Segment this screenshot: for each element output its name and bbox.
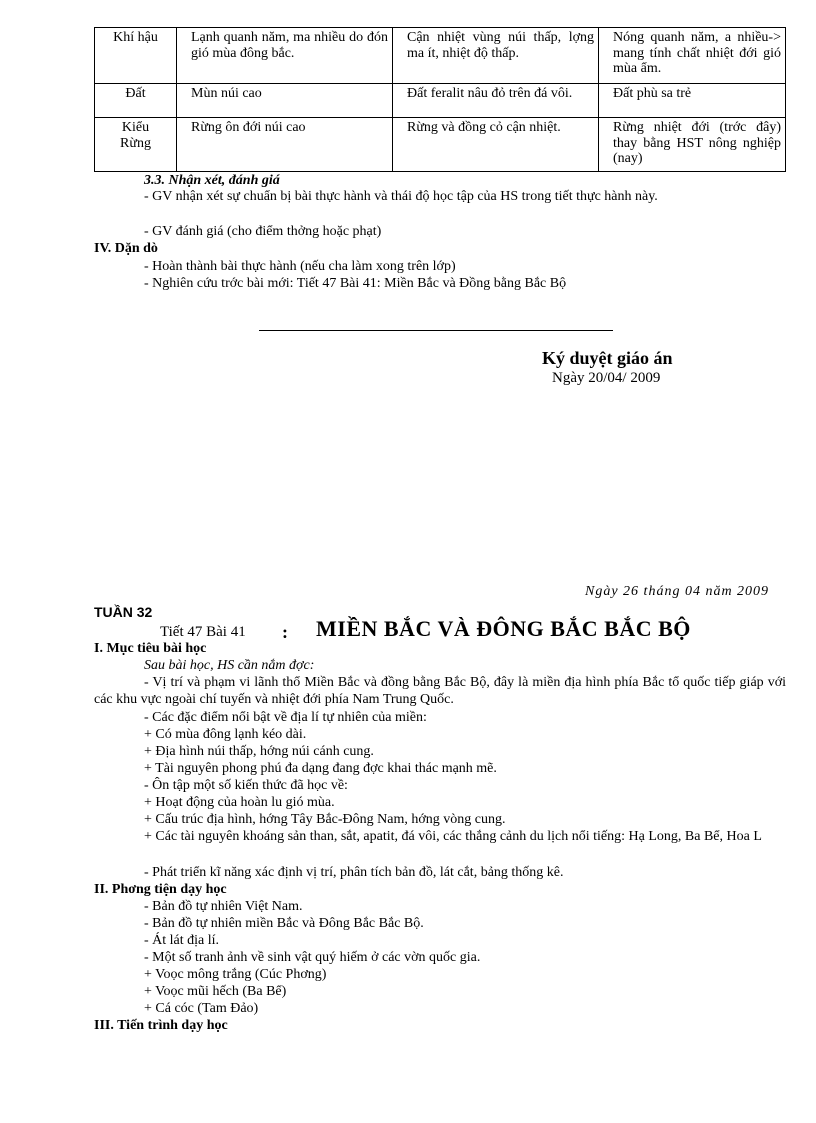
- paragraph: - Phát triển kĩ năng xác định vị trí, phân tích bản đồ, lát cắt, bảng thống kê.: [144, 865, 564, 880]
- table-cell: Mùn núi cao: [177, 84, 393, 118]
- list-item: - Bản đồ tự nhiên miền Bắc và Đông Bắc Bắc Bộ.: [144, 916, 424, 931]
- natural-features-table: [94, 27, 786, 172]
- table-row: [95, 118, 786, 172]
- list-item: + Địa hình núi thấp, hớng núi cánh cung.: [144, 744, 374, 759]
- list-item: + Cấu trúc địa hình, hớng Tây Bắc-Đông Nam, hớng vòng cung.: [144, 812, 506, 827]
- paragraph: - Ôn tập một số kiến thức đã học về:: [144, 778, 348, 793]
- row-label: Đất: [95, 84, 177, 118]
- paragraph: - Các đặc điểm nổi bật về địa lí tự nhiên của miền:: [144, 710, 427, 725]
- row-label: Khí hậu: [95, 28, 177, 84]
- table-cell: Rừng ôn đới núi cao: [177, 118, 393, 172]
- table-cell: Rừng và đồng cỏ cận nhiệt.: [393, 118, 599, 172]
- approval-title: Ký duyệt giáo án: [542, 348, 673, 368]
- lesson-title: MIỀN BẮC VÀ ĐÔNG BẮC BẮC BỘ: [316, 616, 691, 641]
- table-row: [95, 84, 786, 118]
- paragraph: - Hoàn thành bài thực hành (nếu cha làm xong trên lớp): [144, 259, 456, 274]
- week-label: TUẦN 32: [94, 604, 153, 620]
- list-item: + Voọc mông trắng (Cúc Phơng): [144, 967, 327, 982]
- lesson-colon: :: [282, 622, 288, 642]
- list-item: + Voọc mũi hếch (Ba Bể): [144, 984, 287, 999]
- table-cell: Nóng quanh năm, a nhiều-> mang tính chất nhiệt đới gió mùa ẩm.: [599, 28, 786, 84]
- list-item: - Át lát địa lí.: [144, 933, 220, 948]
- paragraph: - GV nhận xét sự chuẩn bị bài thực hành và thái độ học tập của HS trong tiết thực hành này.: [144, 189, 658, 204]
- table-cell: Cận nhiệt vùng núi thấp, lợng ma ít, nhiệt độ thấp.: [393, 28, 599, 84]
- paragraph: - Nghiên cứu trớc bài mới: Tiết 47 Bài 41: Miền Bắc và Đồng bằng Bắc Bộ: [144, 276, 567, 291]
- table-cell: Đất feralit nâu đỏ trên đá vôi.: [393, 84, 599, 118]
- list-item: + Có mùa đông lạnh kéo dài.: [144, 727, 307, 742]
- lesson-number: Tiết 47 Bài 41: [160, 624, 246, 640]
- table-cell: Lạnh quanh năm, ma nhiều do đón gió mùa đông bắc.: [177, 28, 393, 84]
- table-cell: Đất phù sa trẻ: [599, 84, 786, 118]
- table-cell: Rừng nhiệt đới (trớc đây) thay bằng HST nông nghiệp (nay): [599, 118, 786, 172]
- paragraph: - GV đánh giá (cho điểm thởng hoặc phạt): [144, 224, 382, 239]
- paragraph: - Vị trí và phạm vi lãnh thổ Miền Bắc và đồng bằng Bắc Bộ, đây là miền địa hình phía Bắc tổ quốc tiếp giáp với các khu vực ngoài chí tuyến và nhiệt đới phía Nam Trung Quốc.: [94, 675, 786, 707]
- section-heading: II. Phơng tiện dạy học: [94, 882, 227, 897]
- section-heading: III. Tiến trình dạy học: [94, 1018, 228, 1033]
- list-item: - Một số tranh ảnh về sinh vật quý hiếm ở các vờn quốc gia.: [144, 950, 481, 965]
- list-item: + Tài nguyên phong phú đa dạng đang đợc khai thác mạnh mẽ.: [144, 761, 497, 776]
- divider: [259, 330, 613, 331]
- list-item: + Cá cóc (Tam Đảo): [144, 1001, 259, 1016]
- list-item: + Hoạt động của hoàn lu gió mùa.: [144, 795, 335, 810]
- section-heading: I. Mục tiêu bài học: [94, 641, 207, 656]
- paragraph: Sau bài học, HS cần nắm đợc:: [144, 658, 315, 673]
- approval-date: Ngày 20/04/ 2009: [552, 370, 661, 386]
- row-label: Kiểu Rừng: [95, 118, 177, 172]
- list-item: + Các tài nguyên khoáng sản than, sắt, apatit, đá vôi, các thắng cảnh du lịch nổi tiếng: Hạ Long, Ba Bể, Hoa L: [144, 829, 762, 844]
- section-heading: 3.3. Nhận xét, đánh giá: [144, 173, 280, 188]
- lesson-date: Ngày 26 tháng 04 năm 2009: [585, 584, 770, 599]
- table-row: [95, 28, 786, 84]
- list-item: - Bản đồ tự nhiên Việt Nam.: [144, 899, 303, 914]
- section-heading: IV. Dặn dò: [94, 241, 158, 256]
